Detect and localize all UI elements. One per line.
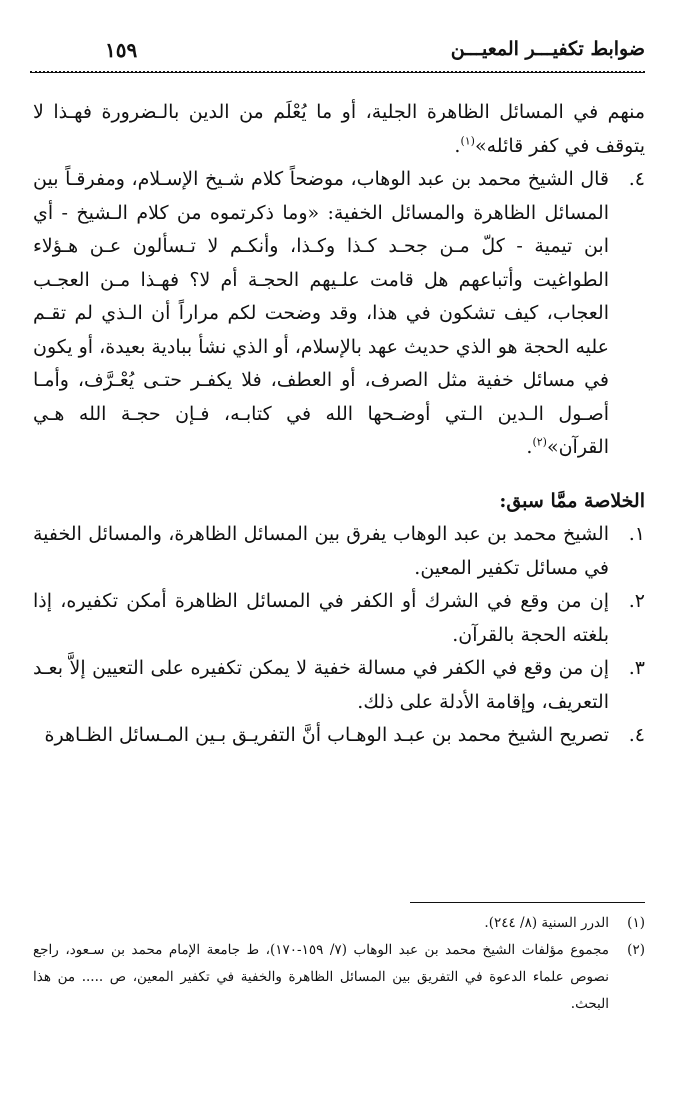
footnote-text: الدرر السنية (٨/ ٢٤٤). xyxy=(484,915,609,931)
item-text: قال الشيخ محمد بن عبد الوهاب، موضحاً كلام شـيخ الإسـلام، ومفرقـاً بين المسائل الظاهرة والمسائل الخفية: «وما ذكرتموه من كلام الـشيخ - أي ابن تيمية - كلّ مـن جحـد كـذا وكـذا، وأنكـم لا تـسألون عـن هـؤلاء الطواغيت وأتباعهم هل قامت علـيهم الحجـة أم لا؟ فهـذا مـن العجـب العجاب، كيف تشكون في هذا، وقد وضحت لكم مراراً أن الـذي لم تقـم عليه الحجة هو الذي حديث عهد بالإسلام، أو الذي نشأ ببادية بعيدة، أو يكون في مسائل خفية مثل الصرف، أو العطف، فلا يكفـر حتـى يُعْـرَّف، وأمـا أصـول الـدين الـتي أوضـحها الله في كتابـه، فـإن حجـة الله هـي القرآن» xyxy=(33,168,609,458)
footnote-number: (١) xyxy=(627,915,645,931)
footnote-ref-2: (٢) xyxy=(532,435,547,449)
intro-paragraph: منهم في المسائل الظاهرة الجلية، أو ما يُعْلَم من الدين بالـضرورة فهـذا لا يتوقف في كفر قائله»$^{(١)}$. xyxy=(33,101,645,157)
item-text: إن من وقع في الكفر في مسالة خفية لا يمكن تكفيره على التعيين إلاَّ بعـد التعريف، وإقامة الأدلة على ذلك. xyxy=(33,657,609,713)
footnote-number: (٢) xyxy=(627,942,645,958)
item-number: ٣. xyxy=(628,657,645,679)
page-number: ١٥٩ xyxy=(105,38,138,62)
summary-item-2 xyxy=(33,585,645,652)
item-number: ١. xyxy=(628,523,645,545)
footnote xyxy=(33,910,645,937)
summary-item-3 xyxy=(33,652,645,719)
header-title: ضوابط تكفيـــر المعيـــن xyxy=(450,38,645,60)
footnotes xyxy=(33,910,645,1018)
summary-item-1 xyxy=(33,518,645,585)
item-text: تصريح الشيخ محمد بن عبـد الوهـاب أنَّ التفريـق بـين المـسائل الظـاهرة xyxy=(44,724,609,746)
item-text: الشيخ محمد بن عبد الوهاب يفرق بين المسائل الظاهرة، والمسائل الخفية في مسائل تكفير المعين. xyxy=(33,523,609,579)
item-number: ٤. xyxy=(628,168,645,190)
summary-heading: الخلاصة ممَّا سبق: xyxy=(499,489,645,512)
item-number: ٤. xyxy=(628,724,645,746)
quote-item-4: ٤. قال الشيخ محمد بن عبد الوهاب، موضحاً كلام شـيخ الإسـلام، ومفرقـاً بين المسائل الظاهرة والمسائل الخفية: «وما ذكرتموه من كلام الـشيخ - أي ابن تيمية - كلّ مـن جحـد كـذا وكـذا، وأنكـم لا تـسألون عـن هـؤلاء الطواغيت وأتباعهم هل قامت علـيهم الحجـة أم لا؟ فهـذا مـن العجـب العجاب، كيف تشكون في هذا، وقد وضحت لكم مراراً أن الـذي لم تقـم عليه الحجة هو الذي حديث عهد بالإسلام، أو الذي نشأ ببادية بعيدة، أو يكون في مسائل خفية مثل الصرف، أو العطف، فلا يكفـر حتـى يُعْـرَّف، وأمـا أصـول الـدين الـتي أوضـحها الله في كتابـه، فـإن حجـة الله هـي القرآن»$^{(٢)}$. xyxy=(33,163,645,465)
header-rule xyxy=(30,72,645,73)
intro-text: منهم في المسائل الظاهرة الجلية، أو ما يُعْلَم من الدين بالـضرورة فهـذا لا يتوقف في كفر قائله» xyxy=(33,101,645,157)
footnote-text: مجموع مؤلفات الشيخ محمد بن عبد الوهاب (٧/ ١٥٩-١٧٠)، ط جامعة الإمام محمد بن سـعود، راجع نصوص علماء الدعوة في التفريق بين المسائل الظاهرة والخفية في تكفير المعين، ص ..... من هذا البحث. xyxy=(33,942,609,1012)
item-text: إن من وقع في الشرك أو الكفر في المسائل الظاهرة أمكن تكفيره، إذا بلغته الحجة بالقرآن. xyxy=(33,590,609,646)
footnote-ref-1: (١) xyxy=(460,134,475,148)
main-text xyxy=(33,96,645,753)
summary-item-4 xyxy=(33,719,645,753)
footnote xyxy=(33,937,645,1018)
item-number: ٢. xyxy=(628,590,645,612)
running-header xyxy=(30,38,645,74)
footnote-separator xyxy=(410,902,645,903)
